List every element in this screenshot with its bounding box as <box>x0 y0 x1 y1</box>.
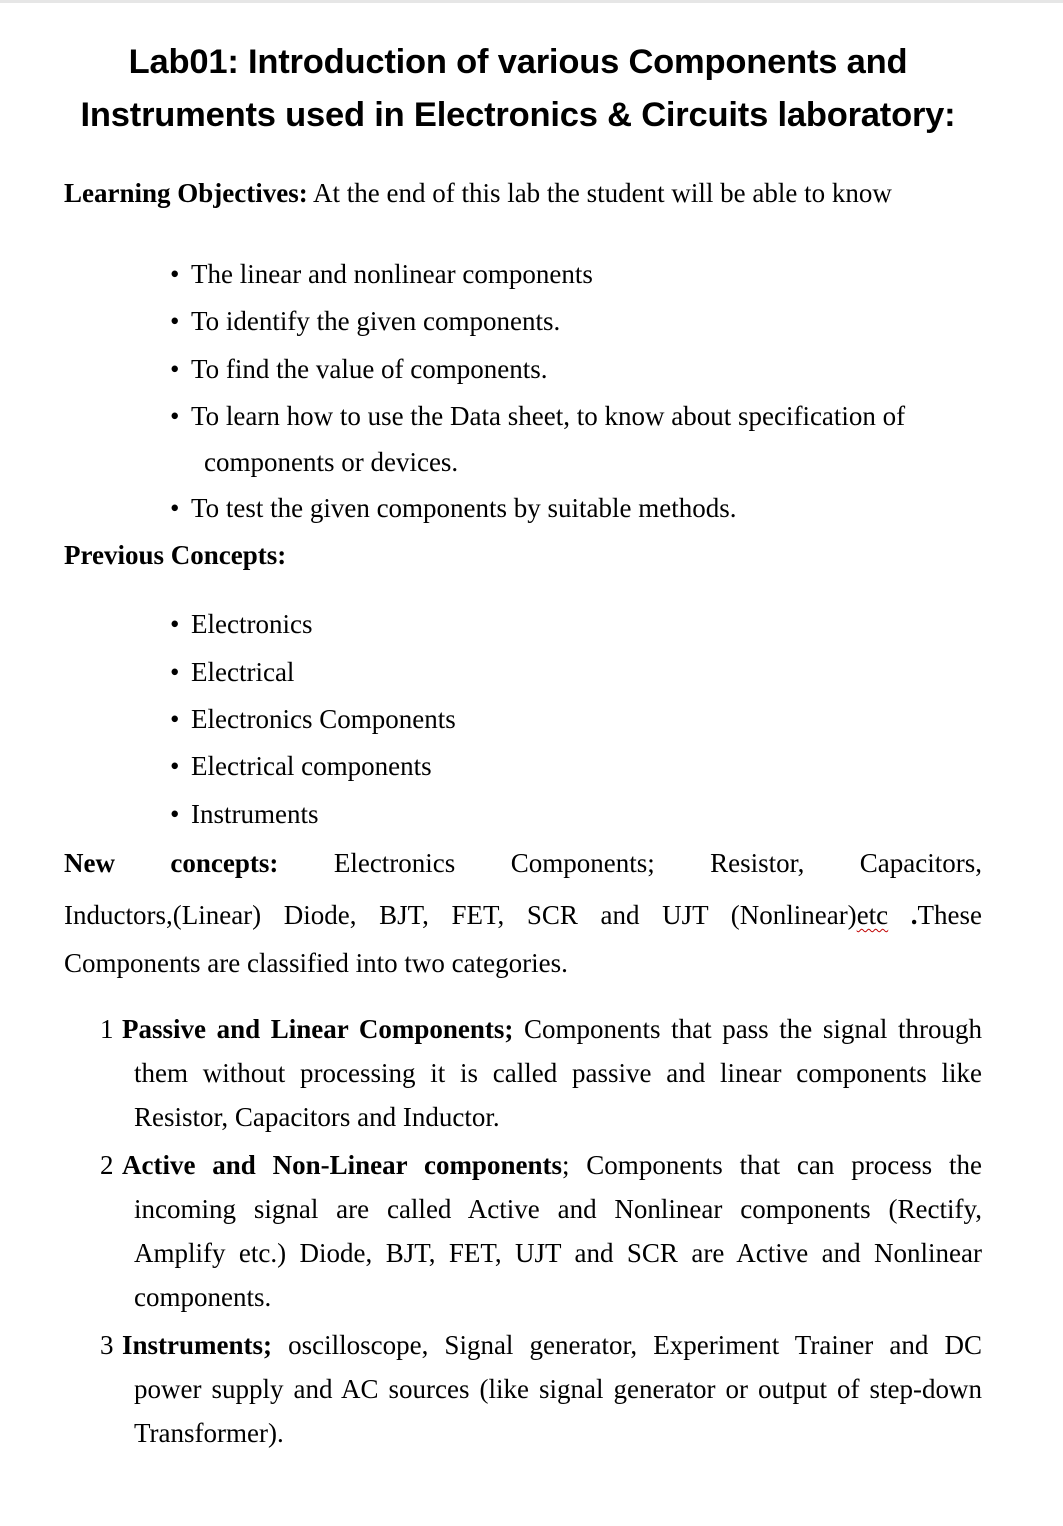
document-page <box>64 36 982 1459</box>
learning-objectives-intro <box>64 170 982 217</box>
bullet-icon: • <box>170 259 180 289</box>
bullet-icon: • <box>170 798 180 829</box>
list-number: 2 <box>100 1149 114 1180</box>
list-number: 1 <box>100 1013 114 1044</box>
bullet-icon: • <box>170 400 180 431</box>
list-item: • To find the value of components. <box>64 346 982 393</box>
list-item: • To identify the given components. <box>64 298 982 345</box>
component-categories-list <box>64 1007 982 1455</box>
bullet-icon: • <box>170 751 180 782</box>
bullet-icon: • <box>170 704 180 735</box>
list-number: 3 <box>100 1329 114 1360</box>
page-title <box>54 36 982 142</box>
title-line-1: Lab01: Introduction of various Components and <box>128 43 908 81</box>
list-item-continuation: components or devices. <box>204 447 459 478</box>
bullet-icon: • <box>170 493 180 524</box>
bullet-icon: • <box>170 609 180 640</box>
new-concepts-line-1: New concepts: Electronics Components; Resistor, Capacitors, <box>64 847 982 878</box>
bullet-icon: • <box>170 656 180 687</box>
list-item: • Instruments <box>64 791 982 838</box>
new-concepts-paragraph <box>64 838 982 983</box>
learning-objectives-label: Learning Objectives: <box>64 178 308 208</box>
page-top-edge <box>0 0 1063 3</box>
list-item: 1 Passive and Linear Components; Components that pass the signal through them without processing it is called passive and linear components like Resistor, Capacitors and Inductor. <box>64 1007 982 1139</box>
previous-concepts-heading: Previous Concepts: <box>64 540 287 571</box>
bullet-icon: • <box>170 353 180 384</box>
list-item: • Electronics Components <box>64 696 982 743</box>
list-item: 3 Instruments; oscilloscope, Signal generator, Experiment Trainer and DC power supply and AC sources (like signal generator or output of step-down Transformer). <box>64 1323 982 1455</box>
title-line-2: Instruments used in Electronics & Circuits laboratory: <box>80 96 956 134</box>
list-item: • To learn how to use the Data sheet, to know about specification of components or devices. <box>64 393 982 485</box>
list-item: • Electrical <box>64 649 982 696</box>
new-concepts-line-3: Components are classified into two categories. <box>64 947 568 978</box>
new-concepts-label: New concepts: <box>64 847 279 878</box>
new-concepts-line-2: Inductors,(Linear) Diode, BJT, FET, SCR and UJT (Nonlinear)etc .These <box>64 899 983 930</box>
list-item: • To test the given components by suitable methods. <box>64 485 982 532</box>
list-item: • Electrical components <box>64 743 982 790</box>
list-item: • The linear and nonlinear components <box>64 251 982 298</box>
bullet-icon: • <box>170 306 180 337</box>
spellcheck-underlined-word: etc <box>856 899 889 930</box>
objectives-list <box>64 251 982 532</box>
learning-objectives-text: At the end of this lab the student will be able to know <box>307 178 892 208</box>
list-item: 2 Active and Non-Linear components; Components that can process the incoming signal are called Active and Nonlinear components (Rectify, Amplify etc.) Diode, BJT, FET, UJT and SCR are Active and Nonlinear components. <box>64 1143 982 1319</box>
previous-concepts-list <box>64 601 982 837</box>
list-item: • Electronics <box>64 601 982 648</box>
